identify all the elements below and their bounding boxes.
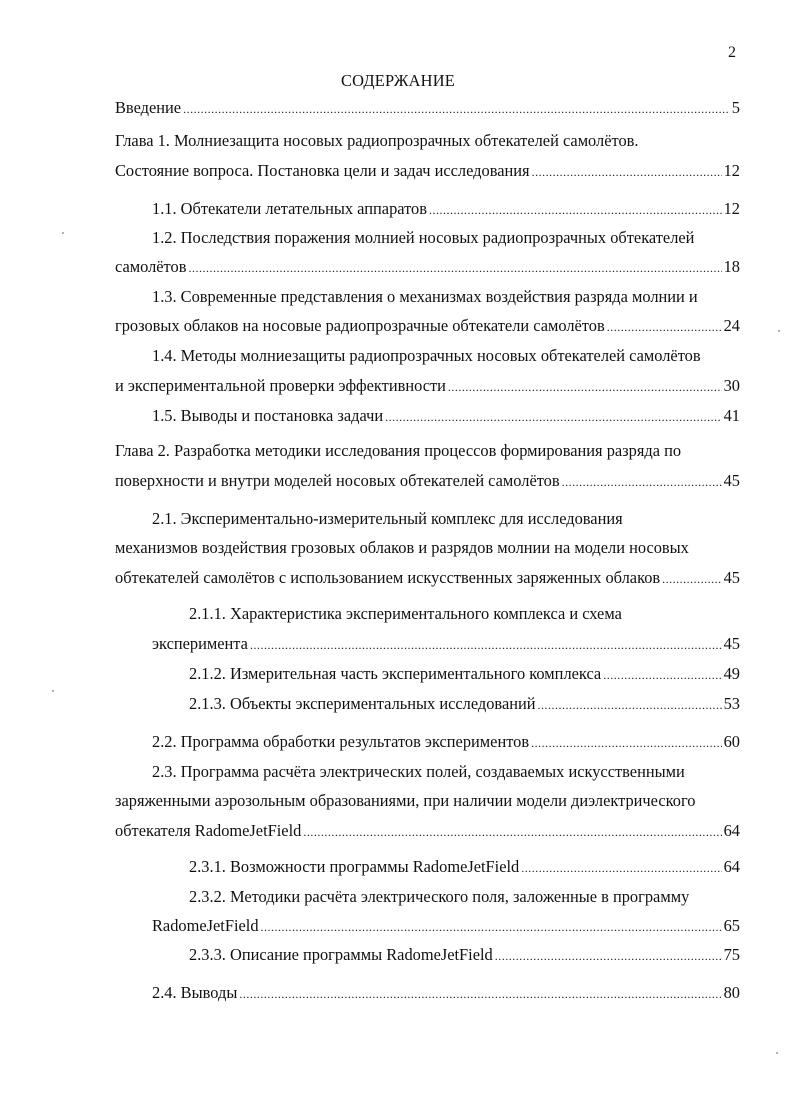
toc-page-number: 49 (723, 664, 740, 683)
toc-entry-text: Введение (115, 98, 182, 117)
toc-page-number: 80 (723, 983, 740, 1002)
toc-chapter-2-line1[interactable]: Глава 2. Разработка методики исследования процессов формирования разряда по (115, 441, 682, 460)
toc-section-2-3-3[interactable] (189, 945, 740, 965)
toc-leader-dots (261, 917, 722, 937)
toc-section-2-3-line2[interactable]: заряженными аэрозольным образованиями, при наличии модели диэлектрического (115, 791, 696, 810)
scan-speck (62, 232, 64, 234)
scan-speck (52, 690, 54, 692)
toc-section-2-1-1[interactable] (152, 634, 740, 654)
toc-section-1-1[interactable] (152, 199, 740, 219)
toc-section-1-4[interactable] (115, 376, 740, 396)
toc-page-number: 53 (723, 694, 740, 713)
toc-section-1-2-line1[interactable]: 1.2. Последствия поражения молнией носовых радиопрозрачных обтекателей (152, 228, 695, 247)
toc-section-2-1-line1[interactable]: 2.1. Экспериментально-измерительный комплекс для исследования (152, 509, 623, 528)
scan-speck (778, 330, 780, 332)
toc-leader-dots (607, 317, 722, 337)
toc-section-2-1[interactable] (115, 568, 740, 588)
toc-entry-text: 1.1. Обтекатели летательных аппаратов (152, 199, 427, 218)
toc-chapter-1-line1[interactable]: Глава 1. Молниезащита носовых радиопрозрачных обтекателей самолётов. (115, 131, 639, 150)
toc-page-number: 41 (723, 406, 740, 425)
toc-section-1-4-line1[interactable]: 1.4. Методы молниезащиты радиопрозрачных носовых обтекателей самолётов (152, 346, 701, 365)
toc-section-2-3[interactable] (115, 821, 740, 841)
toc-page-number: 18 (723, 257, 740, 276)
toc-section-2-1-1-line1[interactable]: 2.1.1. Характеристика экспериментального комплекса и схема (189, 604, 622, 623)
toc-page-number: 64 (723, 821, 740, 840)
toc-section-2-3-2[interactable] (152, 916, 740, 936)
toc-section-2-3-2-line1[interactable]: 2.3.2. Методики расчёта электрического поля, заложенные в программу (189, 887, 690, 906)
scan-speck (776, 1052, 778, 1054)
toc-entry-text: эксперимента (152, 634, 248, 653)
toc-section-2-1-3[interactable] (189, 694, 740, 714)
toc-leader-dots (385, 407, 722, 427)
toc-page-number: 45 (723, 634, 740, 653)
toc-page-number: 45 (723, 471, 740, 490)
toc-page-number: 12 (723, 199, 740, 218)
toc-leader-dots (562, 472, 722, 492)
toc-section-1-2[interactable] (115, 257, 740, 277)
toc-page-number: 64 (723, 857, 740, 876)
toc-entry-text: самолётов (115, 257, 187, 276)
page-number: 2 (728, 44, 736, 61)
toc-leader-dots (303, 822, 721, 842)
toc-section-2-3-line1[interactable]: 2.3. Программа расчёта электрических полей, создаваемых искусственными (152, 762, 685, 781)
toc-entry-text: и экспериментальной проверки эффективности (115, 376, 446, 395)
toc-entry-text: 2.3.1. Возможности программы RadomeJetField (189, 857, 520, 876)
toc-page-number: 12 (723, 161, 740, 180)
toc-leader-dots (250, 635, 722, 655)
toc-entry-text: RadomeJetField (152, 916, 259, 935)
toc-leader-dots (495, 946, 722, 966)
toc-section-2-3-1[interactable] (189, 857, 740, 877)
page-title: СОДЕРЖАНИЕ (341, 71, 455, 90)
toc-page-number: 65 (723, 916, 740, 935)
toc-leader-dots (239, 984, 721, 1004)
toc-entry-text: 1.5. Выводы и постановка задачи (152, 406, 384, 425)
toc-entry-text: 2.4. Выводы (152, 983, 238, 1002)
toc-entry-text: 2.1.3. Объекты экспериментальных исследований (189, 694, 536, 713)
toc-entry-text: обтекателей самолётов с использованием искусственных заряженных облаков (115, 568, 661, 587)
toc-leader-dots (532, 162, 722, 182)
toc-leader-dots (429, 200, 722, 220)
toc-section-1-3-line1[interactable]: 1.3. Современные представления о механизмах воздействия разряда молнии и (152, 287, 698, 306)
toc-leader-dots (521, 858, 721, 878)
toc-leader-dots (188, 258, 721, 278)
toc-leader-dots (662, 569, 721, 589)
toc-section-2-4[interactable] (152, 983, 740, 1003)
toc-entry-intro[interactable] (115, 98, 740, 118)
toc-chapter-1[interactable] (115, 161, 740, 181)
toc-page-number: 5 (731, 98, 740, 117)
toc-leader-dots (531, 733, 722, 753)
toc-leader-dots (448, 377, 722, 397)
toc-leader-dots (603, 665, 721, 685)
toc-entry-text: 2.1.2. Измерительная часть экспериментального комплекса (189, 664, 602, 683)
toc-leader-dots (538, 695, 722, 715)
toc-section-1-5[interactable] (152, 406, 740, 426)
toc-entry-text: 2.2. Программа обработки результатов экспериментов (152, 732, 530, 751)
toc-section-2-2[interactable] (152, 732, 740, 752)
toc-page-number: 60 (723, 732, 740, 751)
toc-chapter-2[interactable] (115, 471, 740, 491)
toc-page-number: 75 (723, 945, 740, 964)
toc-page-number: 24 (723, 316, 740, 335)
toc-section-1-3[interactable] (115, 316, 740, 336)
toc-entry-text: поверхности и внутри моделей носовых обтекателей самолётов (115, 471, 560, 490)
toc-page-number: 45 (723, 568, 740, 587)
toc-entry-text: 2.3.3. Описание программы RadomeJetField (189, 945, 493, 964)
toc-page-number: 30 (723, 376, 740, 395)
toc-entry-text: Состояние вопроса. Постановка цели и задач исследования (115, 161, 530, 180)
toc-section-2-1-2[interactable] (189, 664, 740, 684)
toc-leader-dots (183, 99, 730, 119)
toc-section-2-1-line2[interactable]: механизмов воздействия грозовых облаков и разрядов молнии на модели носовых (115, 538, 689, 557)
toc-entry-text: обтекателя RadomeJetField (115, 821, 302, 840)
toc-entry-text: грозовых облаков на носовые радиопрозрачные обтекатели самолётов (115, 316, 605, 335)
